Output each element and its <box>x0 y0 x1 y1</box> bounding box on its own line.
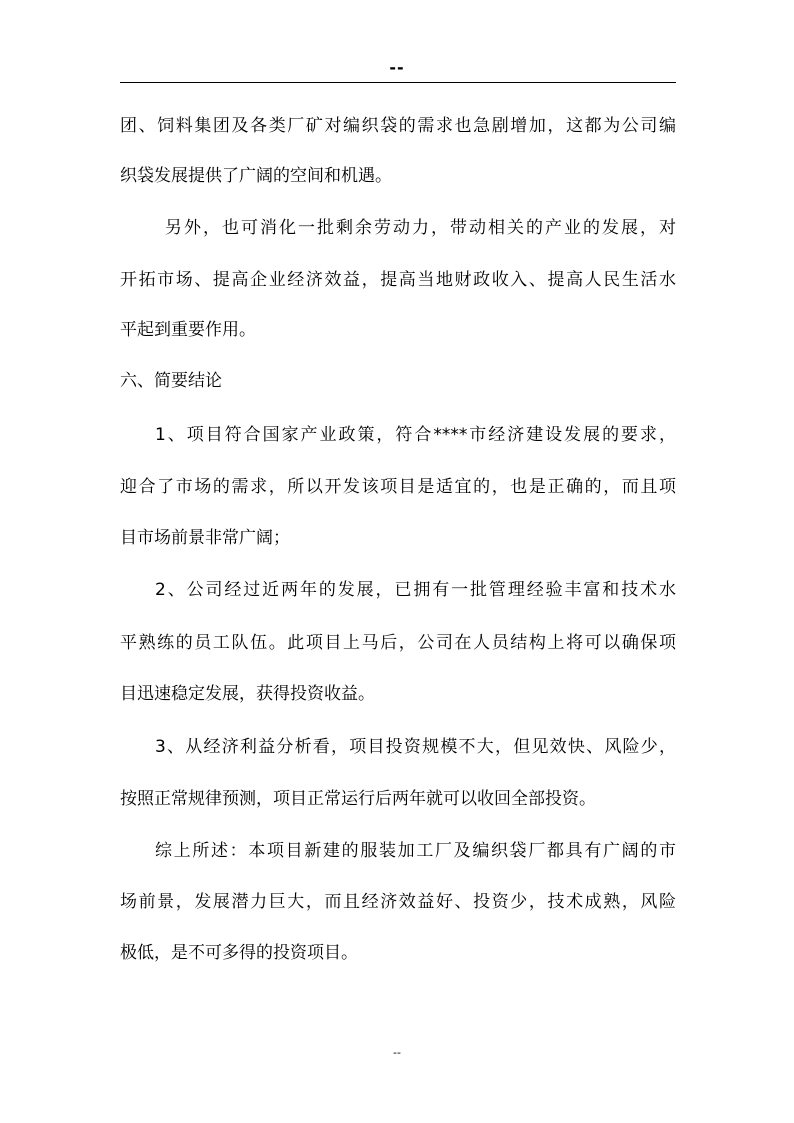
paragraph-line: 综上所述：本项目新建的服装加工厂及编织袋厂都具有广阔的市 <box>155 841 676 861</box>
header-rule <box>120 82 676 83</box>
paragraph-line: 平熟练的员工队伍。此项目上马后，公司在人员结构上将可以确保项 <box>120 633 676 653</box>
section-heading: 六、简要结论 <box>120 371 222 391</box>
paragraph-line: 场前景，发展潜力巨大，而且经济效益好、投资少，技术成熟，风险 <box>120 892 676 912</box>
paragraph-line: 织袋发展提供了广阔的空间和机遇。 <box>120 166 392 186</box>
paragraph-line: 目迅速稳定发展，获得投资收益。 <box>120 684 375 704</box>
paragraph-line: 2、公司经过近两年的发展，已拥有一批管理经验丰富和技术水 <box>155 580 676 600</box>
paragraph-line: 平起到重要作用。 <box>120 320 256 340</box>
header-page-mark: -- <box>389 58 405 77</box>
paragraph-line: 1、项目符合国家产业政策，符合****市经济建设发展的要求， <box>155 425 676 445</box>
footer-page-mark: -- <box>393 1046 401 1059</box>
paragraph-line: 另外，也可消化一批剩余劳动力，带动相关的产业的发展，对 <box>165 218 676 238</box>
paragraph-line: 开拓市场、提高企业经济效益，提高当地财政收入、提高人民生活水 <box>120 270 676 290</box>
paragraph-line: 目市场前景非常广阔； <box>120 528 290 548</box>
paragraph-line: 极低，是不可多得的投资项目。 <box>120 943 358 963</box>
paragraph-line: 迎合了市场的需求，所以开发该项目是适宜的，也是正确的，而且项 <box>120 477 676 497</box>
paragraph-line: 团、饲料集团及各类厂矿对编织袋的需求也急剧增加，这都为公司编 <box>120 116 676 136</box>
paragraph-line: 3、从经济利益分析看，项目投资规模不大，但见效快、风险少， <box>155 737 676 757</box>
paragraph-line: 按照正常规律预测，项目正常运行后两年就可以收回全部投资。 <box>120 789 596 809</box>
